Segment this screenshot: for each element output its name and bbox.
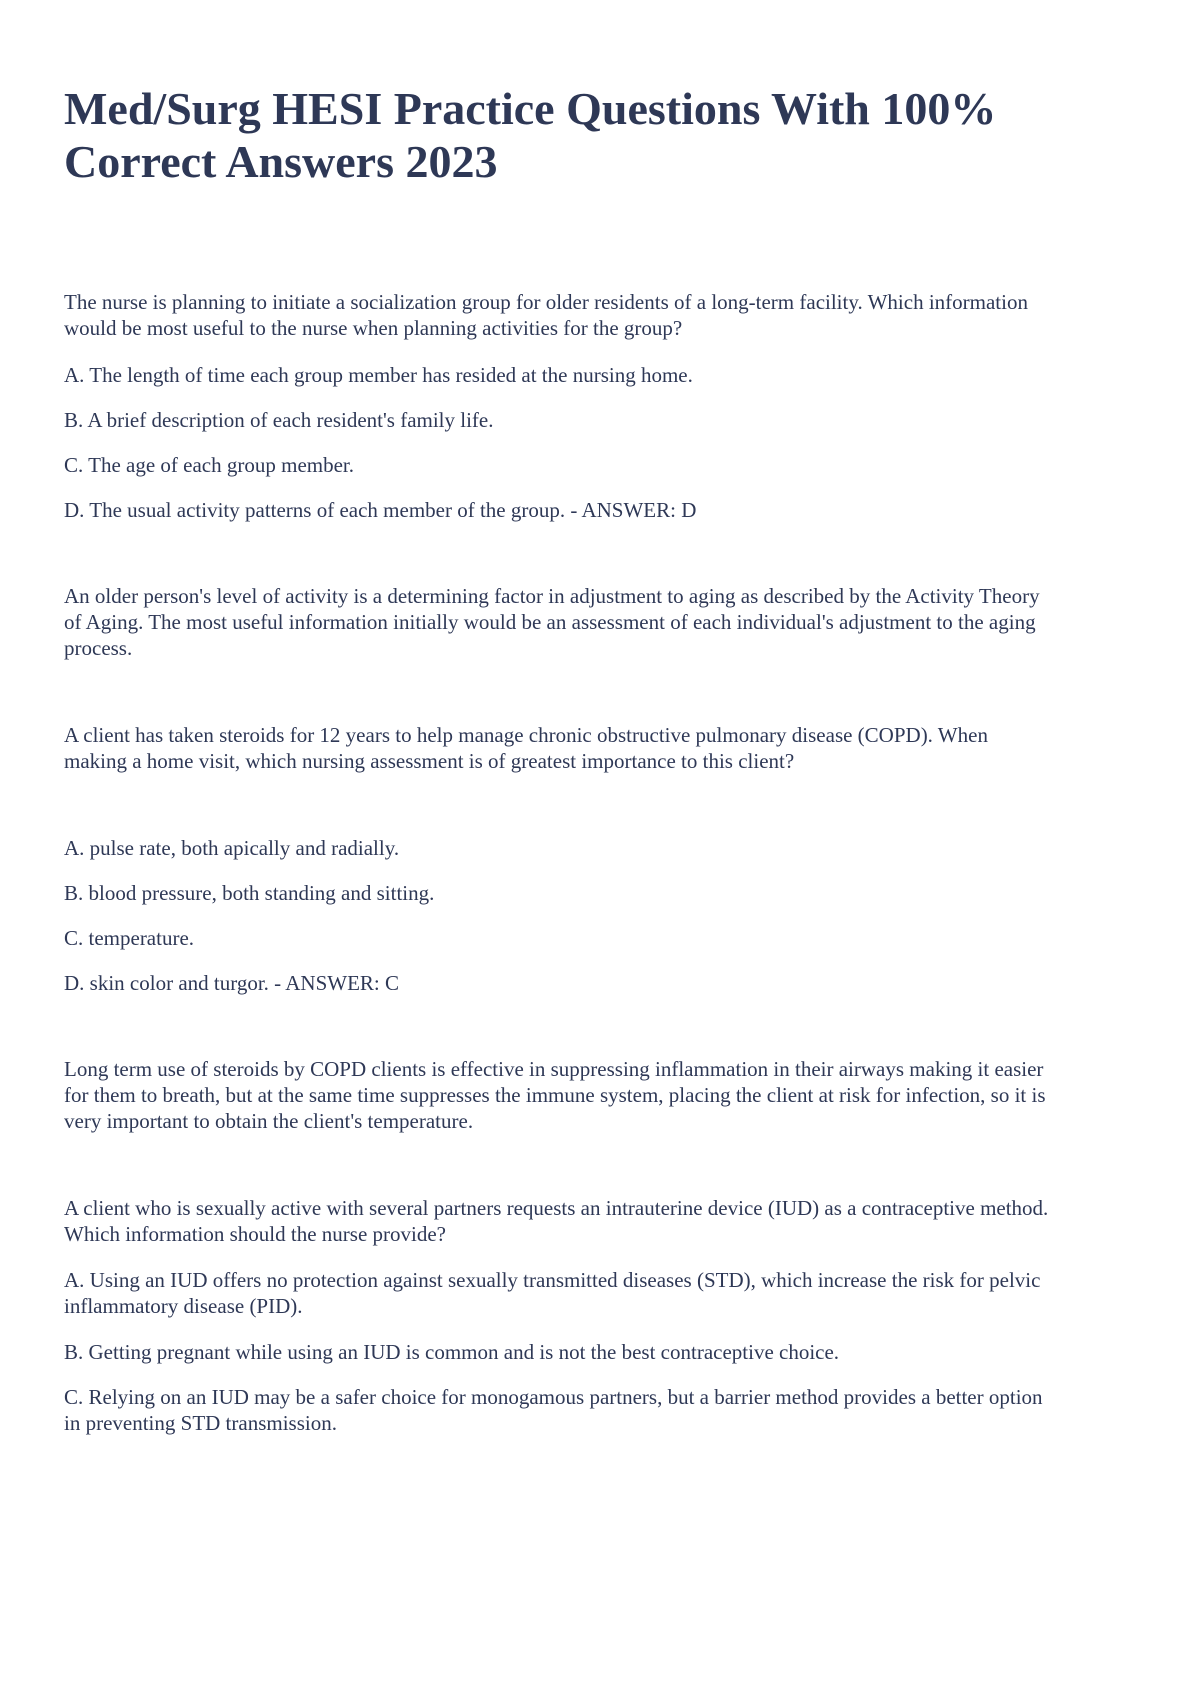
page-title: Med/Surg HESI Practice Questions With 100% Correct Answers 2023	[64, 83, 997, 187]
option-2b: B. blood pressure, both standing and sitting.	[64, 881, 435, 905]
option-1a: A. The length of time each group member has resided at the nursing home.	[64, 363, 693, 387]
option-2a: A. pulse rate, both apically and radially.	[64, 836, 400, 860]
option-3c: C. Relying on an IUD may be a safer choice for monogamous partners, but a barrier method provides a better option in preventing STD transmission.	[64, 1385, 1043, 1435]
option-1b: B. A brief description of each resident's family life.	[64, 408, 494, 432]
question-3: A client who is sexually active with several partners requests an intrauterine device (IUD) as a contraceptive method. Which information should the nurse provide?	[64, 1196, 1049, 1246]
option-3a: A. Using an IUD offers no protection against sexually transmitted diseases (STD), which increase the risk for pelvic inflammatory disease (PID).	[64, 1268, 1041, 1318]
option-3b: B. Getting pregnant while using an IUD is common and is not the best contraceptive choice.	[64, 1340, 840, 1364]
option-2c: C. temperature.	[64, 926, 195, 950]
question-1: The nurse is planning to initiate a socialization group for older residents of a long-term facility. Which information would be most useful to the nurse when planning activities for the group?	[64, 290, 1028, 340]
option-2d: D. skin color and turgor. - ANSWER: C	[64, 971, 400, 995]
option-1c: C. The age of each group member.	[64, 453, 355, 477]
explanation-1: An older person's level of activity is a determining factor in adjustment to aging as described by the Activity Theory of Aging. The most useful information initially would be an assessment of each individual's adjustment to the aging process.	[64, 584, 1040, 660]
option-1d: D. The usual activity patterns of each member of the group. - ANSWER: D	[64, 498, 697, 522]
question-2: A client has taken steroids for 12 years to help manage chronic obstructive pulmonary disease (COPD). When making a home visit, which nursing assessment is of greatest importance to this client?	[64, 723, 988, 773]
explanation-2: Long term use of steroids by COPD clients is effective in suppressing inflammation in their airways making it easier for them to breath, but at the same time suppresses the immune system, placing the client at risk for infection, so it is very important to obtain the client's temperature.	[64, 1057, 1046, 1133]
